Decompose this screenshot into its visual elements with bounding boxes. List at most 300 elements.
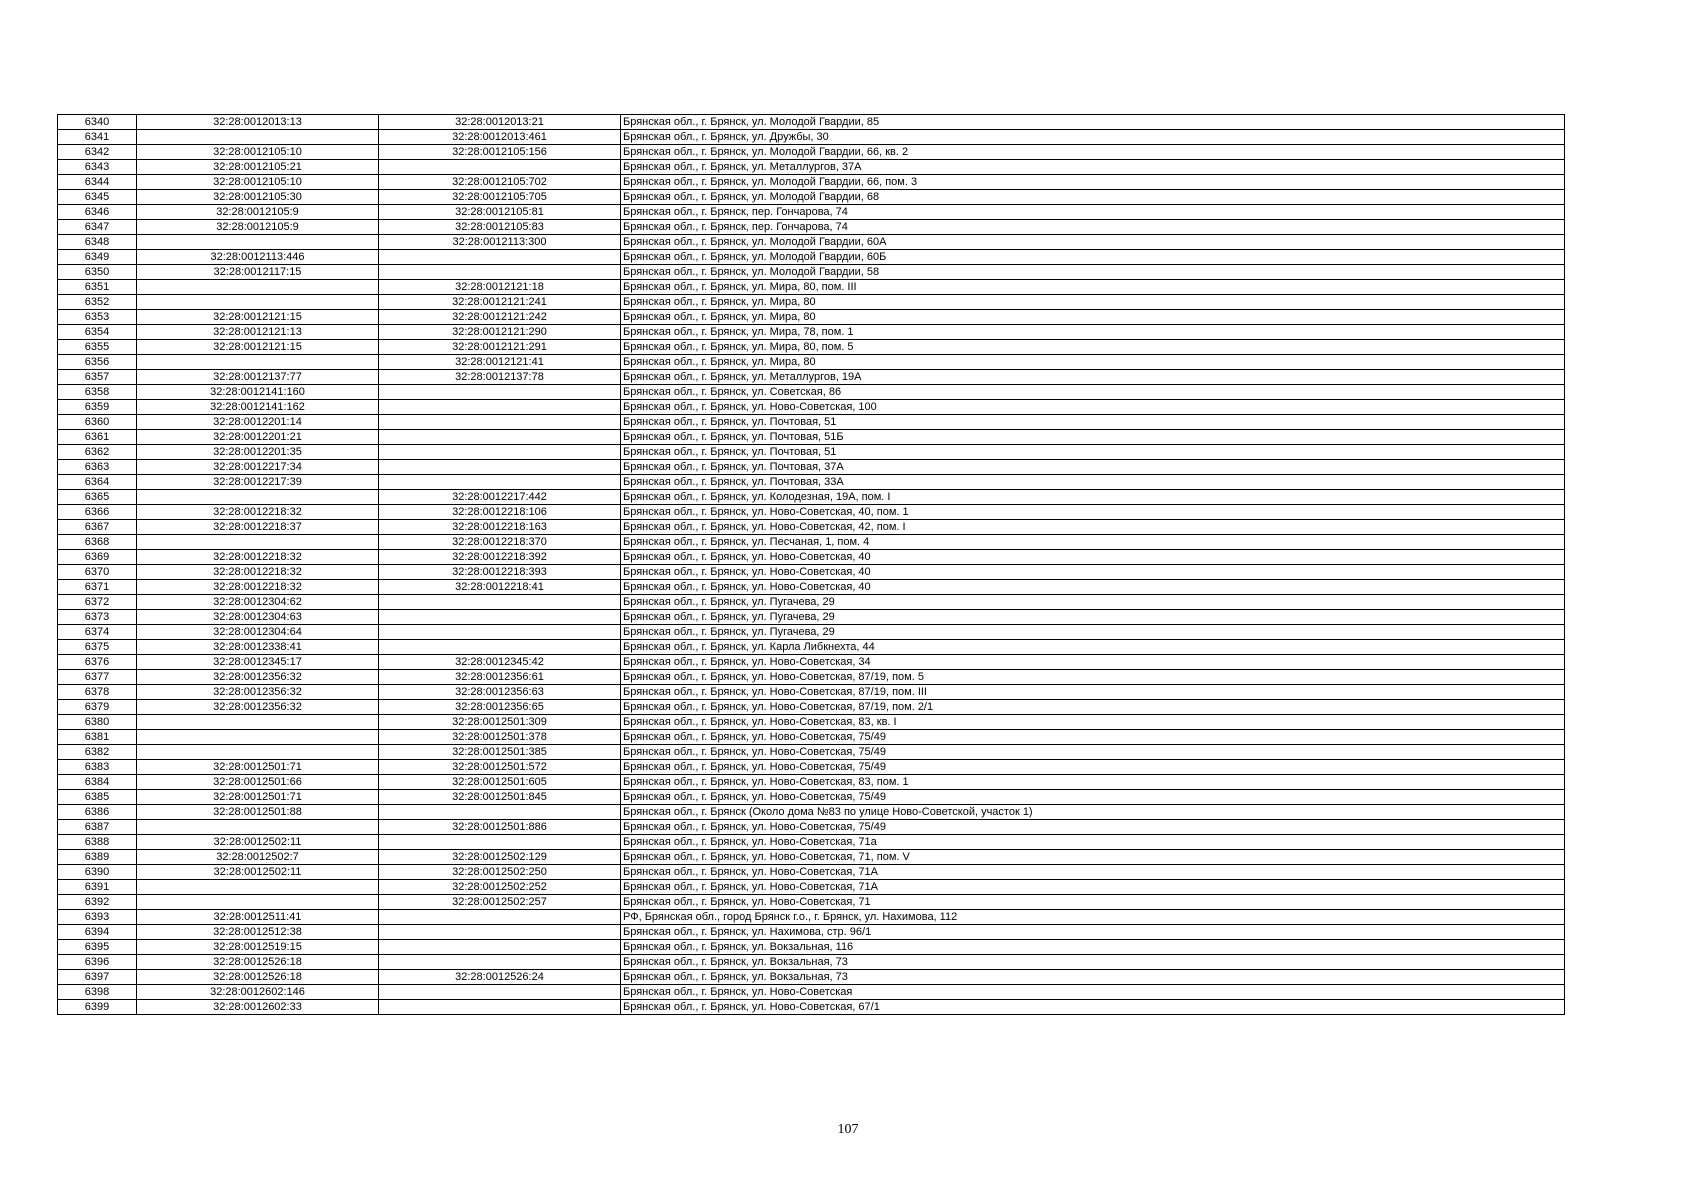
- cadastral-number-cell: 32:28:0012113:446: [137, 250, 379, 265]
- table-row: [58, 445, 1565, 460]
- row-number-cell: 6372: [58, 595, 137, 610]
- table-row: [58, 685, 1565, 700]
- cadastral-number-cell: 32:28:0012218:37: [137, 520, 379, 535]
- row-number-cell: 6346: [58, 205, 137, 220]
- cadastral-number-cell: 32:28:0012201:21: [137, 430, 379, 445]
- related-cadastral-number-cell: 32:28:0012501:309: [379, 715, 621, 730]
- address-cell: Брянская обл., г. Брянск, ул. Мира, 80: [621, 310, 1565, 325]
- row-number-cell: 6374: [58, 625, 137, 640]
- cadastral-number-cell: 32:28:0012105:30: [137, 190, 379, 205]
- row-number-cell: 6364: [58, 475, 137, 490]
- table-row: [58, 220, 1565, 235]
- registry-table-body: [58, 115, 1565, 1015]
- related-cadastral-number-cell: 32:28:0012356:61: [379, 670, 621, 685]
- row-number-cell: 6341: [58, 130, 137, 145]
- table-row: [58, 565, 1565, 580]
- table-row: [58, 535, 1565, 550]
- cadastral-number-cell: 32:28:0012201:14: [137, 415, 379, 430]
- related-cadastral-number-cell: 32:28:0012121:41: [379, 355, 621, 370]
- cadastral-number-cell: [137, 745, 379, 760]
- row-number-cell: 6382: [58, 745, 137, 760]
- related-cadastral-number-cell: 32:28:0012501:572: [379, 760, 621, 775]
- row-number-cell: 6396: [58, 955, 137, 970]
- related-cadastral-number-cell: 32:28:0012501:378: [379, 730, 621, 745]
- table-row: [58, 700, 1565, 715]
- cadastral-number-cell: 32:28:0012121:13: [137, 325, 379, 340]
- address-cell: Брянская обл., г. Брянск, ул. Ново-Советская, 40: [621, 565, 1565, 580]
- related-cadastral-number-cell: 32:28:0012501:605: [379, 775, 621, 790]
- related-cadastral-number-cell: 32:28:0012217:442: [379, 490, 621, 505]
- address-cell: Брянская обл., г. Брянск, ул. Молодой Гвардии, 66, кв. 2: [621, 145, 1565, 160]
- table-row: [58, 955, 1565, 970]
- related-cadastral-number-cell: 32:28:0012502:257: [379, 895, 621, 910]
- table-row: [58, 145, 1565, 160]
- table-row: [58, 940, 1565, 955]
- cadastral-number-cell: 32:28:0012137:77: [137, 370, 379, 385]
- table-row: [58, 265, 1565, 280]
- address-cell: Брянская обл., г. Брянск, ул. Молодой Гвардии, 85: [621, 115, 1565, 130]
- address-cell: Брянская обл., г. Брянск, ул. Дружбы, 30: [621, 130, 1565, 145]
- cadastral-number-cell: 32:28:0012512:38: [137, 925, 379, 940]
- row-number-cell: 6398: [58, 985, 137, 1000]
- cadastral-number-cell: 32:28:0012217:34: [137, 460, 379, 475]
- cadastral-number-cell: 32:28:0012121:15: [137, 340, 379, 355]
- table-row: [58, 175, 1565, 190]
- row-number-cell: 6394: [58, 925, 137, 940]
- table-row: [58, 460, 1565, 475]
- address-cell: Брянская обл., г. Брянск, ул. Ново-Советская, 71а: [621, 835, 1565, 850]
- cadastral-number-cell: 32:28:0012141:162: [137, 400, 379, 415]
- table-row: [58, 895, 1565, 910]
- table-row: [58, 580, 1565, 595]
- related-cadastral-number-cell: [379, 400, 621, 415]
- related-cadastral-number-cell: [379, 385, 621, 400]
- related-cadastral-number-cell: [379, 1000, 621, 1015]
- cadastral-number-cell: [137, 490, 379, 505]
- address-cell: Брянская обл., г. Брянск, ул. Мира, 80: [621, 355, 1565, 370]
- address-cell: Брянская обл., г. Брянск, ул. Ново-Советская, 67/1: [621, 1000, 1565, 1015]
- table-row: [58, 985, 1565, 1000]
- related-cadastral-number-cell: [379, 940, 621, 955]
- cadastral-number-cell: 32:28:0012356:32: [137, 670, 379, 685]
- related-cadastral-number-cell: 32:28:0012218:41: [379, 580, 621, 595]
- cadastral-number-cell: 32:28:0012304:64: [137, 625, 379, 640]
- table-row: [58, 400, 1565, 415]
- row-number-cell: 6351: [58, 280, 137, 295]
- table-row: [58, 715, 1565, 730]
- address-cell: Брянская обл., г. Брянск, ул. Ново-Советская, 87/19, пом. 5: [621, 670, 1565, 685]
- row-number-cell: 6377: [58, 670, 137, 685]
- cadastral-number-cell: [137, 895, 379, 910]
- related-cadastral-number-cell: 32:28:0012345:42: [379, 655, 621, 670]
- address-cell: Брянская обл., г. Брянск (Около дома №83 по улице Ново-Советской, участок 1): [621, 805, 1565, 820]
- address-cell: Брянская обл., г. Брянск, ул. Карла Либкнехта, 44: [621, 640, 1565, 655]
- row-number-cell: 6381: [58, 730, 137, 745]
- address-cell: Брянская обл., г. Брянск, ул. Почтовая, 33А: [621, 475, 1565, 490]
- cadastral-number-cell: 32:28:0012217:39: [137, 475, 379, 490]
- cadastral-number-cell: 32:28:0012218:32: [137, 565, 379, 580]
- row-number-cell: 6387: [58, 820, 137, 835]
- address-cell: Брянская обл., г. Брянск, пер. Гончарова, 74: [621, 205, 1565, 220]
- table-row: [58, 970, 1565, 985]
- address-cell: Брянская обл., г. Брянск, ул. Ново-Советская, 75/49: [621, 820, 1565, 835]
- cadastral-number-cell: 32:28:0012218:32: [137, 550, 379, 565]
- row-number-cell: 6399: [58, 1000, 137, 1015]
- cadastral-number-cell: 32:28:0012501:71: [137, 790, 379, 805]
- row-number-cell: 6368: [58, 535, 137, 550]
- address-cell: Брянская обл., г. Брянск, ул. Ново-Советская, 87/19, пом. 2/1: [621, 700, 1565, 715]
- cadastral-number-cell: [137, 280, 379, 295]
- cadastral-number-cell: 32:28:0012105:9: [137, 205, 379, 220]
- address-cell: Брянская обл., г. Брянск, ул. Пугачева, 29: [621, 610, 1565, 625]
- related-cadastral-number-cell: 32:28:0012121:242: [379, 310, 621, 325]
- related-cadastral-number-cell: [379, 475, 621, 490]
- row-number-cell: 6379: [58, 700, 137, 715]
- cadastral-number-cell: 32:28:0012501:66: [137, 775, 379, 790]
- cadastral-number-cell: 32:28:0012338:41: [137, 640, 379, 655]
- address-cell: Брянская обл., г. Брянск, ул. Мира, 80, пом. 5: [621, 340, 1565, 355]
- table-row: [58, 190, 1565, 205]
- address-cell: Брянская обл., г. Брянск, ул. Пугачева, 29: [621, 595, 1565, 610]
- table-row: [58, 475, 1565, 490]
- related-cadastral-number-cell: 32:28:0012356:65: [379, 700, 621, 715]
- address-cell: Брянская обл., г. Брянск, ул. Ново-Советская, 87/19, пом. III: [621, 685, 1565, 700]
- cadastral-number-cell: 32:28:0012356:32: [137, 700, 379, 715]
- row-number-cell: 6353: [58, 310, 137, 325]
- related-cadastral-number-cell: [379, 265, 621, 280]
- address-cell: Брянская обл., г. Брянск, ул. Металлургов, 19А: [621, 370, 1565, 385]
- page-number: 107: [837, 1122, 859, 1137]
- cadastral-number-cell: [137, 535, 379, 550]
- related-cadastral-number-cell: [379, 415, 621, 430]
- table-row: [58, 520, 1565, 535]
- address-cell: Брянская обл., г. Брянск, ул. Ново-Советская, 75/49: [621, 730, 1565, 745]
- cadastral-number-cell: 32:28:0012121:15: [137, 310, 379, 325]
- table-row: [58, 430, 1565, 445]
- row-number-cell: 6362: [58, 445, 137, 460]
- row-number-cell: 6367: [58, 520, 137, 535]
- table-row: [58, 820, 1565, 835]
- row-number-cell: 6388: [58, 835, 137, 850]
- table-row: [58, 160, 1565, 175]
- address-cell: РФ, Брянская обл., город Брянск г.о., г. Брянск, ул. Нахимова, 112: [621, 910, 1565, 925]
- row-number-cell: 6343: [58, 160, 137, 175]
- row-number-cell: 6392: [58, 895, 137, 910]
- related-cadastral-number-cell: [379, 640, 621, 655]
- row-number-cell: 6345: [58, 190, 137, 205]
- table-row: [58, 235, 1565, 250]
- address-cell: Брянская обл., г. Брянск, ул. Ново-Советская, 75/49: [621, 745, 1565, 760]
- address-cell: Брянская обл., г. Брянск, ул. Ново-Советская, 40: [621, 580, 1565, 595]
- cadastral-number-cell: [137, 295, 379, 310]
- address-cell: Брянская обл., г. Брянск, ул. Пугачева, 29: [621, 625, 1565, 640]
- table-row: [58, 775, 1565, 790]
- table-row: [58, 130, 1565, 145]
- address-cell: Брянская обл., г. Брянск, ул. Почтовая, 51: [621, 415, 1565, 430]
- cadastral-number-cell: [137, 355, 379, 370]
- address-cell: Брянская обл., г. Брянск, ул. Советская, 86: [621, 385, 1565, 400]
- cadastral-number-cell: [137, 820, 379, 835]
- address-cell: Брянская обл., г. Брянск, ул. Ново-Советская, 42, пом. I: [621, 520, 1565, 535]
- cadastral-number-cell: 32:28:0012105:10: [137, 175, 379, 190]
- related-cadastral-number-cell: [379, 835, 621, 850]
- address-cell: Брянская обл., г. Брянск, ул. Ново-Советская: [621, 985, 1565, 1000]
- row-number-cell: 6383: [58, 760, 137, 775]
- row-number-cell: 6375: [58, 640, 137, 655]
- cadastral-number-cell: 32:28:0012519:15: [137, 940, 379, 955]
- row-number-cell: 6347: [58, 220, 137, 235]
- related-cadastral-number-cell: 32:28:0012526:24: [379, 970, 621, 985]
- related-cadastral-number-cell: [379, 925, 621, 940]
- cadastral-number-cell: [137, 235, 379, 250]
- cadastral-number-cell: 32:28:0012356:32: [137, 685, 379, 700]
- cadastral-number-cell: [137, 880, 379, 895]
- related-cadastral-number-cell: 32:28:0012105:156: [379, 145, 621, 160]
- address-cell: Брянская обл., г. Брянск, пер. Гончарова, 74: [621, 220, 1565, 235]
- related-cadastral-number-cell: [379, 625, 621, 640]
- table-row: [58, 625, 1565, 640]
- row-number-cell: 6361: [58, 430, 137, 445]
- row-number-cell: 6385: [58, 790, 137, 805]
- related-cadastral-number-cell: [379, 955, 621, 970]
- row-number-cell: 6380: [58, 715, 137, 730]
- table-row: [58, 805, 1565, 820]
- related-cadastral-number-cell: 32:28:0012105:83: [379, 220, 621, 235]
- address-cell: Брянская обл., г. Брянск, ул. Ново-Советская, 71, пом. V: [621, 850, 1565, 865]
- related-cadastral-number-cell: [379, 595, 621, 610]
- address-cell: Брянская обл., г. Брянск, ул. Почтовая, 51: [621, 445, 1565, 460]
- related-cadastral-number-cell: 32:28:0012501:385: [379, 745, 621, 760]
- table-row: [58, 865, 1565, 880]
- related-cadastral-number-cell: 32:28:0012218:370: [379, 535, 621, 550]
- table-row: [58, 730, 1565, 745]
- related-cadastral-number-cell: [379, 460, 621, 475]
- row-number-cell: 6366: [58, 505, 137, 520]
- table-row: [58, 760, 1565, 775]
- cadastral-number-cell: [137, 715, 379, 730]
- related-cadastral-number-cell: [379, 445, 621, 460]
- row-number-cell: 6373: [58, 610, 137, 625]
- table-row: [58, 340, 1565, 355]
- cadastral-number-cell: 32:28:0012141:160: [137, 385, 379, 400]
- address-cell: Брянская обл., г. Брянск, ул. Металлургов, 37А: [621, 160, 1565, 175]
- related-cadastral-number-cell: 32:28:0012218:392: [379, 550, 621, 565]
- table-row: [58, 640, 1565, 655]
- row-number-cell: 6376: [58, 655, 137, 670]
- table-row: [58, 910, 1565, 925]
- related-cadastral-number-cell: 32:28:0012356:63: [379, 685, 621, 700]
- table-row: [58, 595, 1565, 610]
- cadastral-number-cell: 32:28:0012013:13: [137, 115, 379, 130]
- address-cell: Брянская обл., г. Брянск, ул. Молодой Гвардии, 66, пом. 3: [621, 175, 1565, 190]
- table-row: [58, 385, 1565, 400]
- related-cadastral-number-cell: [379, 805, 621, 820]
- address-cell: Брянская обл., г. Брянск, ул. Ново-Советская, 40, пом. 1: [621, 505, 1565, 520]
- address-cell: Брянская обл., г. Брянск, ул. Молодой Гвардии, 58: [621, 265, 1565, 280]
- table-row: [58, 880, 1565, 895]
- related-cadastral-number-cell: 32:28:0012105:705: [379, 190, 621, 205]
- related-cadastral-number-cell: 32:28:0012502:252: [379, 880, 621, 895]
- table-row: [58, 1000, 1565, 1015]
- table-row: [58, 295, 1565, 310]
- related-cadastral-number-cell: 32:28:0012501:886: [379, 820, 621, 835]
- address-cell: Брянская обл., г. Брянск, ул. Вокзальная, 73: [621, 955, 1565, 970]
- cadastral-number-cell: 32:28:0012501:88: [137, 805, 379, 820]
- related-cadastral-number-cell: 32:28:0012105:702: [379, 175, 621, 190]
- table-row: [58, 790, 1565, 805]
- related-cadastral-number-cell: 32:28:0012502:129: [379, 850, 621, 865]
- row-number-cell: 6348: [58, 235, 137, 250]
- row-number-cell: 6344: [58, 175, 137, 190]
- related-cadastral-number-cell: 32:28:0012105:81: [379, 205, 621, 220]
- related-cadastral-number-cell: 32:28:0012121:18: [379, 280, 621, 295]
- cadastral-number-cell: 32:28:0012345:17: [137, 655, 379, 670]
- table-row: [58, 325, 1565, 340]
- table-row: [58, 415, 1565, 430]
- table-row: [58, 925, 1565, 940]
- address-cell: Брянская обл., г. Брянск, ул. Ново-Советская, 71А: [621, 865, 1565, 880]
- registry-table: [57, 114, 1565, 1015]
- row-number-cell: 6391: [58, 880, 137, 895]
- cadastral-number-cell: 32:28:0012304:63: [137, 610, 379, 625]
- row-number-cell: 6371: [58, 580, 137, 595]
- related-cadastral-number-cell: [379, 430, 621, 445]
- row-number-cell: 6360: [58, 415, 137, 430]
- related-cadastral-number-cell: 32:28:0012137:78: [379, 370, 621, 385]
- cadastral-number-cell: 32:28:0012526:18: [137, 970, 379, 985]
- table-row: [58, 655, 1565, 670]
- cadastral-number-cell: 32:28:0012526:18: [137, 955, 379, 970]
- row-number-cell: 6359: [58, 400, 137, 415]
- address-cell: Брянская обл., г. Брянск, ул. Ново-Советская, 100: [621, 400, 1565, 415]
- related-cadastral-number-cell: 32:28:0012218:106: [379, 505, 621, 520]
- row-number-cell: 6358: [58, 385, 137, 400]
- related-cadastral-number-cell: 32:28:0012113:300: [379, 235, 621, 250]
- row-number-cell: 6357: [58, 370, 137, 385]
- table-row: [58, 205, 1565, 220]
- related-cadastral-number-cell: 32:28:0012218:393: [379, 565, 621, 580]
- row-number-cell: 6370: [58, 565, 137, 580]
- address-cell: Брянская обл., г. Брянск, ул. Молодой Гвардии, 60Б: [621, 250, 1565, 265]
- address-cell: Брянская обл., г. Брянск, ул. Мира, 80, пом. III: [621, 280, 1565, 295]
- cadastral-number-cell: 32:28:0012105:10: [137, 145, 379, 160]
- related-cadastral-number-cell: 32:28:0012501:845: [379, 790, 621, 805]
- row-number-cell: 6352: [58, 295, 137, 310]
- address-cell: Брянская обл., г. Брянск, ул. Молодой Гвардии, 68: [621, 190, 1565, 205]
- address-cell: Брянская обл., г. Брянск, ул. Мира, 78, пом. 1: [621, 325, 1565, 340]
- address-cell: Брянская обл., г. Брянск, ул. Ново-Советская, 34: [621, 655, 1565, 670]
- related-cadastral-number-cell: 32:28:0012121:241: [379, 295, 621, 310]
- related-cadastral-number-cell: 32:28:0012121:290: [379, 325, 621, 340]
- table-row: [58, 355, 1565, 370]
- related-cadastral-number-cell: 32:28:0012121:291: [379, 340, 621, 355]
- table-row: [58, 850, 1565, 865]
- row-number-cell: 6365: [58, 490, 137, 505]
- cadastral-number-cell: 32:28:0012117:15: [137, 265, 379, 280]
- table-row: [58, 280, 1565, 295]
- address-cell: Брянская обл., г. Брянск, ул. Колодезная, 19А, пом. I: [621, 490, 1565, 505]
- address-cell: Брянская обл., г. Брянск, ул. Мира, 80: [621, 295, 1565, 310]
- cadastral-number-cell: 32:28:0012105:21: [137, 160, 379, 175]
- cadastral-number-cell: 32:28:0012602:146: [137, 985, 379, 1000]
- row-number-cell: 6369: [58, 550, 137, 565]
- related-cadastral-number-cell: [379, 160, 621, 175]
- cadastral-number-cell: 32:28:0012218:32: [137, 505, 379, 520]
- address-cell: Брянская обл., г. Брянск, ул. Вокзальная, 116: [621, 940, 1565, 955]
- table-row: [58, 250, 1565, 265]
- row-number-cell: 6386: [58, 805, 137, 820]
- table-row: [58, 745, 1565, 760]
- address-cell: Брянская обл., г. Брянск, ул. Ново-Советская, 71А: [621, 880, 1565, 895]
- address-cell: Брянская обл., г. Брянск, ул. Ново-Советская, 83, кв. I: [621, 715, 1565, 730]
- cadastral-number-cell: 32:28:0012105:9: [137, 220, 379, 235]
- table-row: [58, 490, 1565, 505]
- table-row: [58, 670, 1565, 685]
- cadastral-number-cell: 32:28:0012502:11: [137, 835, 379, 850]
- cadastral-number-cell: 32:28:0012501:71: [137, 760, 379, 775]
- address-cell: Брянская обл., г. Брянск, ул. Нахимова, стр. 96/1: [621, 925, 1565, 940]
- row-number-cell: 6356: [58, 355, 137, 370]
- address-cell: Брянская обл., г. Брянск, ул. Песчаная, 1, пом. 4: [621, 535, 1565, 550]
- related-cadastral-number-cell: [379, 610, 621, 625]
- row-number-cell: 6363: [58, 460, 137, 475]
- table-row: [58, 310, 1565, 325]
- table-row: [58, 115, 1565, 130]
- related-cadastral-number-cell: [379, 910, 621, 925]
- address-cell: Брянская обл., г. Брянск, ул. Ново-Советская, 75/49: [621, 790, 1565, 805]
- cadastral-number-cell: 32:28:0012201:35: [137, 445, 379, 460]
- row-number-cell: 6349: [58, 250, 137, 265]
- cadastral-number-cell: 32:28:0012511:41: [137, 910, 379, 925]
- related-cadastral-number-cell: [379, 985, 621, 1000]
- row-number-cell: 6395: [58, 940, 137, 955]
- row-number-cell: 6384: [58, 775, 137, 790]
- cadastral-number-cell: 32:28:0012502:7: [137, 850, 379, 865]
- address-cell: Брянская обл., г. Брянск, ул. Молодой Гвардии, 60А: [621, 235, 1565, 250]
- related-cadastral-number-cell: 32:28:0012013:21: [379, 115, 621, 130]
- address-cell: Брянская обл., г. Брянск, ул. Вокзальная, 73: [621, 970, 1565, 985]
- row-number-cell: 6393: [58, 910, 137, 925]
- address-cell: Брянская обл., г. Брянск, ул. Ново-Советская, 40: [621, 550, 1565, 565]
- address-cell: Брянская обл., г. Брянск, ул. Ново-Советская, 71: [621, 895, 1565, 910]
- row-number-cell: 6340: [58, 115, 137, 130]
- table-row: [58, 505, 1565, 520]
- table-row: [58, 550, 1565, 565]
- related-cadastral-number-cell: 32:28:0012218:163: [379, 520, 621, 535]
- row-number-cell: 6354: [58, 325, 137, 340]
- table-row: [58, 835, 1565, 850]
- cadastral-number-cell: 32:28:0012602:33: [137, 1000, 379, 1015]
- cadastral-number-cell: [137, 730, 379, 745]
- address-cell: Брянская обл., г. Брянск, ул. Почтовая, 37А: [621, 460, 1565, 475]
- cadastral-number-cell: 32:28:0012304:62: [137, 595, 379, 610]
- row-number-cell: 6342: [58, 145, 137, 160]
- table-row: [58, 370, 1565, 385]
- address-cell: Брянская обл., г. Брянск, ул. Ново-Советская, 75/49: [621, 760, 1565, 775]
- row-number-cell: 6389: [58, 850, 137, 865]
- row-number-cell: 6355: [58, 340, 137, 355]
- table-row: [58, 610, 1565, 625]
- related-cadastral-number-cell: [379, 250, 621, 265]
- related-cadastral-number-cell: 32:28:0012502:250: [379, 865, 621, 880]
- related-cadastral-number-cell: 32:28:0012013:461: [379, 130, 621, 145]
- row-number-cell: 6350: [58, 265, 137, 280]
- address-cell: Брянская обл., г. Брянск, ул. Почтовая, 51Б: [621, 430, 1565, 445]
- cadastral-number-cell: 32:28:0012218:32: [137, 580, 379, 595]
- row-number-cell: 6390: [58, 865, 137, 880]
- row-number-cell: 6397: [58, 970, 137, 985]
- address-cell: Брянская обл., г. Брянск, ул. Ново-Советская, 83, пом. 1: [621, 775, 1565, 790]
